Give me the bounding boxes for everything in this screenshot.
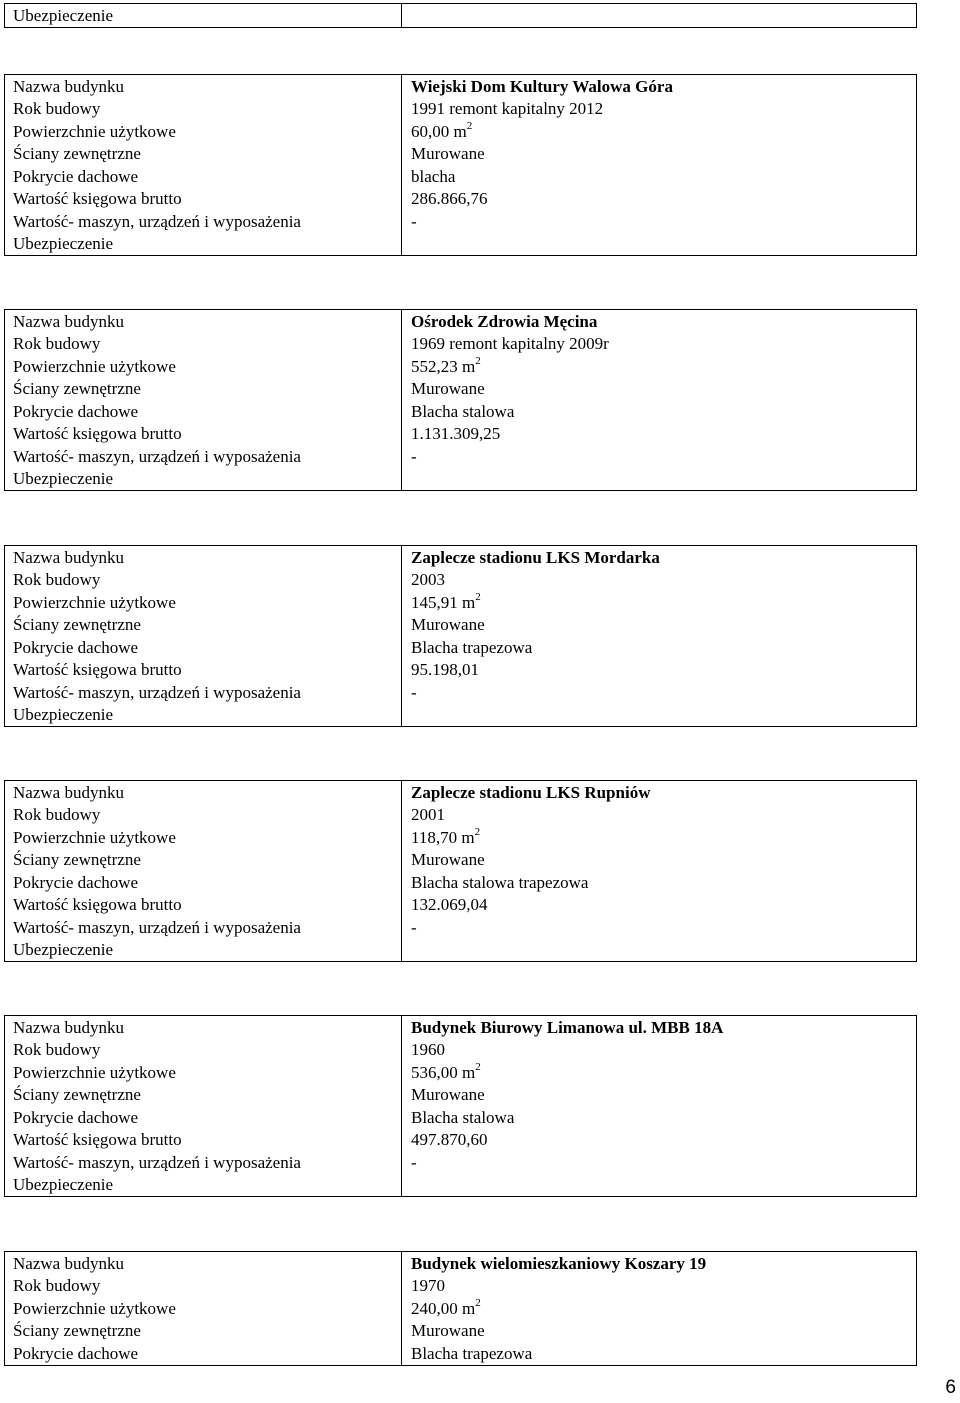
roof-label: Pokrycie dachowe	[5, 165, 402, 188]
equipment-value: -	[402, 916, 917, 939]
year-label: Rok budowy	[5, 1275, 402, 1298]
year-label: Rok budowy	[5, 1039, 402, 1062]
roof-value: Blacha trapezowa	[402, 1342, 917, 1365]
year-value: 1969 remont kapitalny 2009r	[402, 333, 917, 356]
equipment-label: Wartość- maszyn, urządzeń i wyposażenia	[5, 681, 402, 704]
book-value: 132.069,04	[402, 894, 917, 917]
equipment-label: Wartość- maszyn, urządzeń i wyposażenia	[5, 210, 402, 233]
insurance-label: Ubezpieczenie	[5, 939, 402, 962]
walls-value: Murowane	[402, 1320, 917, 1343]
building-name: Ośrodek Zdrowia Męcina	[402, 310, 917, 333]
year-label: Rok budowy	[5, 804, 402, 827]
walls-value: Murowane	[402, 614, 917, 637]
walls-value: Murowane	[402, 1084, 917, 1107]
year-label: Rok budowy	[5, 569, 402, 592]
area-value: 552,23 $m^2$	[402, 355, 917, 378]
year-value: 2003	[402, 569, 917, 592]
area-label: Powierzchnie użytkowe	[5, 1061, 402, 1084]
insurance-label: Ubezpieczenie	[5, 1174, 402, 1197]
walls-label: Ściany zewnętrzne	[5, 614, 402, 637]
book-value-label: Wartość księgowa brutto	[5, 1129, 402, 1152]
area-label: Powierzchnie użytkowe	[5, 826, 402, 849]
year-value: 1991 remont kapitalny 2012	[402, 98, 917, 121]
walls-value: Murowane	[402, 378, 917, 401]
equipment-label: Wartość- maszyn, urządzeń i wyposażenia	[5, 1151, 402, 1174]
book-value-label: Wartość księgowa brutto	[5, 659, 402, 682]
roof-label: Pokrycie dachowe	[5, 1106, 402, 1129]
roof-value: Blacha stalowa trapezowa	[402, 871, 917, 894]
building-table-4	[4, 1015, 917, 1197]
name-label: Nazwa budynku	[5, 1016, 402, 1039]
name-label: Nazwa budynku	[5, 546, 402, 569]
insurance-table-top	[4, 3, 917, 28]
page-number: 6	[945, 1377, 956, 1398]
insurance-value	[402, 1174, 917, 1197]
book-value: 286.866,76	[402, 188, 917, 211]
area-label: Powierzchnie użytkowe	[5, 591, 402, 614]
year-value: 1970	[402, 1275, 917, 1298]
year-label: Rok budowy	[5, 333, 402, 356]
insurance-label: Ubezpieczenie	[5, 233, 402, 256]
book-value-label: Wartość księgowa brutto	[5, 188, 402, 211]
building-name: Zaplecze stadionu LKS Mordarka	[402, 546, 917, 569]
area-value: 118,70 $m^2$	[402, 826, 917, 849]
equipment-value: -	[402, 445, 917, 468]
area-label: Powierzchnie użytkowe	[5, 355, 402, 378]
roof-label: Pokrycie dachowe	[5, 1342, 402, 1365]
area-label: Powierzchnie użytkowe	[5, 120, 402, 143]
roof-label: Pokrycie dachowe	[5, 871, 402, 894]
area-value: 536,00 $m^2$	[402, 1061, 917, 1084]
building-table-5	[4, 1251, 917, 1366]
book-value: 95.198,01	[402, 659, 917, 682]
area-value: 240,00 $m^2$	[402, 1297, 917, 1320]
walls-value: Murowane	[402, 849, 917, 872]
roof-label: Pokrycie dachowe	[5, 400, 402, 423]
insurance-label: Ubezpieczenie	[5, 704, 402, 727]
book-value-label: Wartość księgowa brutto	[5, 423, 402, 446]
book-value-label: Wartość księgowa brutto	[5, 894, 402, 917]
walls-label: Ściany zewnętrzne	[5, 1320, 402, 1343]
walls-label: Ściany zewnętrzne	[5, 378, 402, 401]
building-table-3	[4, 780, 917, 962]
insurance-value	[402, 704, 917, 727]
building-name: Budynek wielomieszkaniowy Koszary 19	[402, 1252, 917, 1275]
walls-label: Ściany zewnętrzne	[5, 1084, 402, 1107]
walls-label: Ściany zewnętrzne	[5, 143, 402, 166]
insurance-label: Ubezpieczenie	[5, 468, 402, 491]
name-label: Nazwa budynku	[5, 781, 402, 804]
equipment-label: Wartość- maszyn, urządzeń i wyposażenia	[5, 445, 402, 468]
area-value: 60,00 $m^2$	[402, 120, 917, 143]
walls-label: Ściany zewnętrzne	[5, 849, 402, 872]
roof-value: Blacha stalowa	[402, 1106, 917, 1129]
equipment-label: Wartość- maszyn, urządzeń i wyposażenia	[5, 916, 402, 939]
building-table-0	[4, 74, 917, 256]
building-table-2	[4, 545, 917, 727]
year-label: Rok budowy	[5, 98, 402, 121]
equipment-value: -	[402, 681, 917, 704]
year-value: 1960	[402, 1039, 917, 1062]
insurance-value	[402, 939, 917, 962]
insurance-value	[402, 468, 917, 491]
building-name: Budynek Biurowy Limanowa ul. MBB 18A	[402, 1016, 917, 1039]
name-label: Nazwa budynku	[5, 75, 402, 98]
roof-value: Blacha trapezowa	[402, 636, 917, 659]
area-label: Powierzchnie użytkowe	[5, 1297, 402, 1320]
book-value: 1.131.309,25	[402, 423, 917, 446]
walls-value: Murowane	[402, 143, 917, 166]
building-name: Wiejski Dom Kultury Walowa Góra	[402, 75, 917, 98]
roof-value: blacha	[402, 165, 917, 188]
insurance-value	[402, 4, 917, 28]
area-value: 145,91 $m^2$	[402, 591, 917, 614]
building-name: Zaplecze stadionu LKS Rupniów	[402, 781, 917, 804]
book-value: 497.870,60	[402, 1129, 917, 1152]
equipment-value: -	[402, 1151, 917, 1174]
name-label: Nazwa budynku	[5, 310, 402, 333]
insurance-value	[402, 233, 917, 256]
roof-label: Pokrycie dachowe	[5, 636, 402, 659]
roof-value: Blacha stalowa	[402, 400, 917, 423]
insurance-label: Ubezpieczenie	[5, 4, 402, 28]
building-table-1	[4, 309, 917, 491]
equipment-value: -	[402, 210, 917, 233]
name-label: Nazwa budynku	[5, 1252, 402, 1275]
year-value: 2001	[402, 804, 917, 827]
